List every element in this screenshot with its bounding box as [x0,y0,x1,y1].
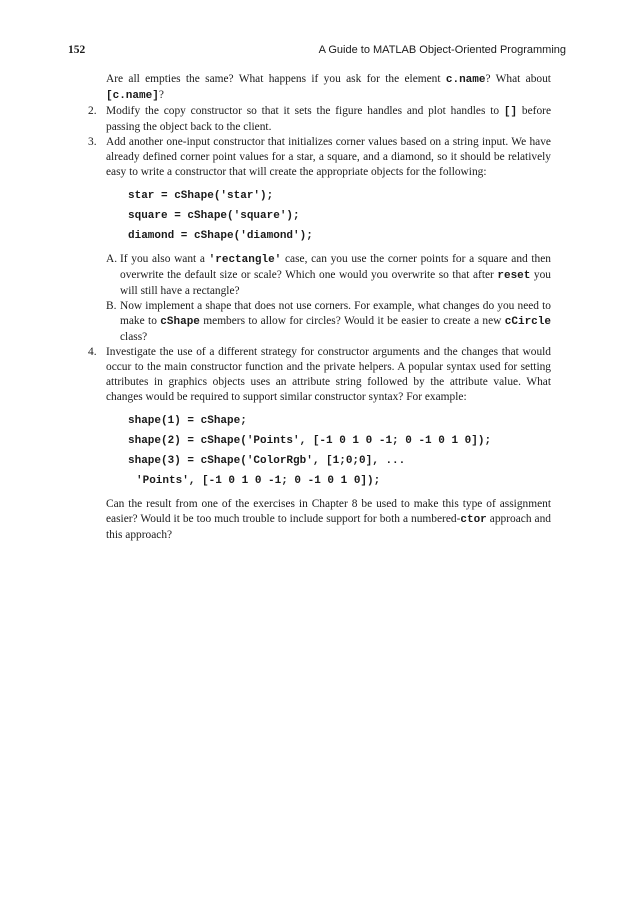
exercise-3a-text [120,252,551,299]
code-rectangle: 'rectangle' [208,254,282,266]
intro-text-b: ? What about [485,73,551,85]
exercise-3b-text-c: class? [120,331,148,343]
exercise-3a-text-c: you will still have a rectangle? [120,269,551,297]
running-title: A Guide to MATLAB Object-Oriented Programming [318,44,566,56]
exercise-3b-text [120,299,551,345]
code-cshape: cShape [160,316,200,328]
exercise-4-text: Investigate the use of a different strategy for constructor arguments and the changes that would occur to the main constructor function and the private helpers. A popular syntax used for setting attributes in graphics objects uses an attribute string followed by the attribute value. What changes would be required to support similar constructor syntax? For example: [106,346,551,403]
exercise-2-text-a: Modify the copy constructor so that it sets the figure handles and plot handles to [106,105,504,117]
exercise-2 [88,104,552,135]
exercise-3-text: Add another one-input constructor that initializes corner values based on a string input. We have already defined corner point values for a star, a square, and a diamond, so it should be relatively easy to write a constructor that will create the appropriate objects for the following: [106,136,551,178]
code-c-name-bracketed: [c.name] [106,90,159,102]
code-empty-brackets: [] [503,106,518,118]
code-reset: reset [497,270,531,282]
intro-text-c: ? [158,89,164,101]
exercise-2-text [106,104,551,135]
exercise-4 [88,345,551,543]
sub-label: B. [106,300,117,312]
exercise-number: 2. [88,105,97,117]
code-line: shape(3) = cShape('ColorRgb', [1;0;0], ... [128,455,406,467]
exercise-3 [88,135,551,246]
exercise-number: 3. [88,136,97,148]
intro-text-a: Are all empties the same? What happens if you ask for the element [106,73,446,85]
exercise-2-text-b: before passing the object back to the client. [106,105,552,133]
exercise-number: 4. [88,346,97,358]
intro-paragraph [106,72,551,104]
exercise-3a-text-b: case, can you use the corner points for a square and then overwrite the default size or scale? Which one would you overwrite so that after [120,253,551,281]
code-line: shape(1) = cShape; [128,415,247,427]
exercise-3b [106,299,551,345]
code-ccircle: cCircle [504,316,551,328]
code-block-shapes [128,186,551,246]
exercise-4-closing-b: approach and this approach? [106,513,551,541]
exercise-4-closing [106,497,551,543]
page-body [88,72,552,543]
code-block-constructor-syntax [128,411,551,491]
exercise-3b-text-a: Now implement a shape that does not use corners. For example, what changes do you need to make to [120,300,551,327]
code-line: square = cShape('square'); [128,210,300,222]
code-line: 'Points', [-1 0 1 0 -1; 0 -1 0 1 0]); [136,475,381,487]
sub-label: A. [106,253,118,265]
exercise-3a-text-a: If you also want a [120,253,209,265]
page-number: 152 [68,44,86,56]
exercise-4-closing-a: Can the result from one of the exercises in Chapter 8 be used to make this type of assignment easier? Would it be too much trouble to include support for both a numbered- [106,498,551,525]
exercise-3a [106,252,551,299]
code-ctor: ctor [460,514,487,526]
code-line: diamond = cShape('diamond'); [128,230,313,242]
code-c-name: c.name [445,74,486,86]
exercise-3b-text-b: members to allow for circles? Would it be easier to create a new [199,315,505,327]
code-line: star = cShape('star'); [128,190,274,202]
page-header [68,44,566,60]
code-line: shape(2) = cShape('Points', [-1 0 1 0 -1; 0 -1 0 1 0]); [128,435,492,447]
